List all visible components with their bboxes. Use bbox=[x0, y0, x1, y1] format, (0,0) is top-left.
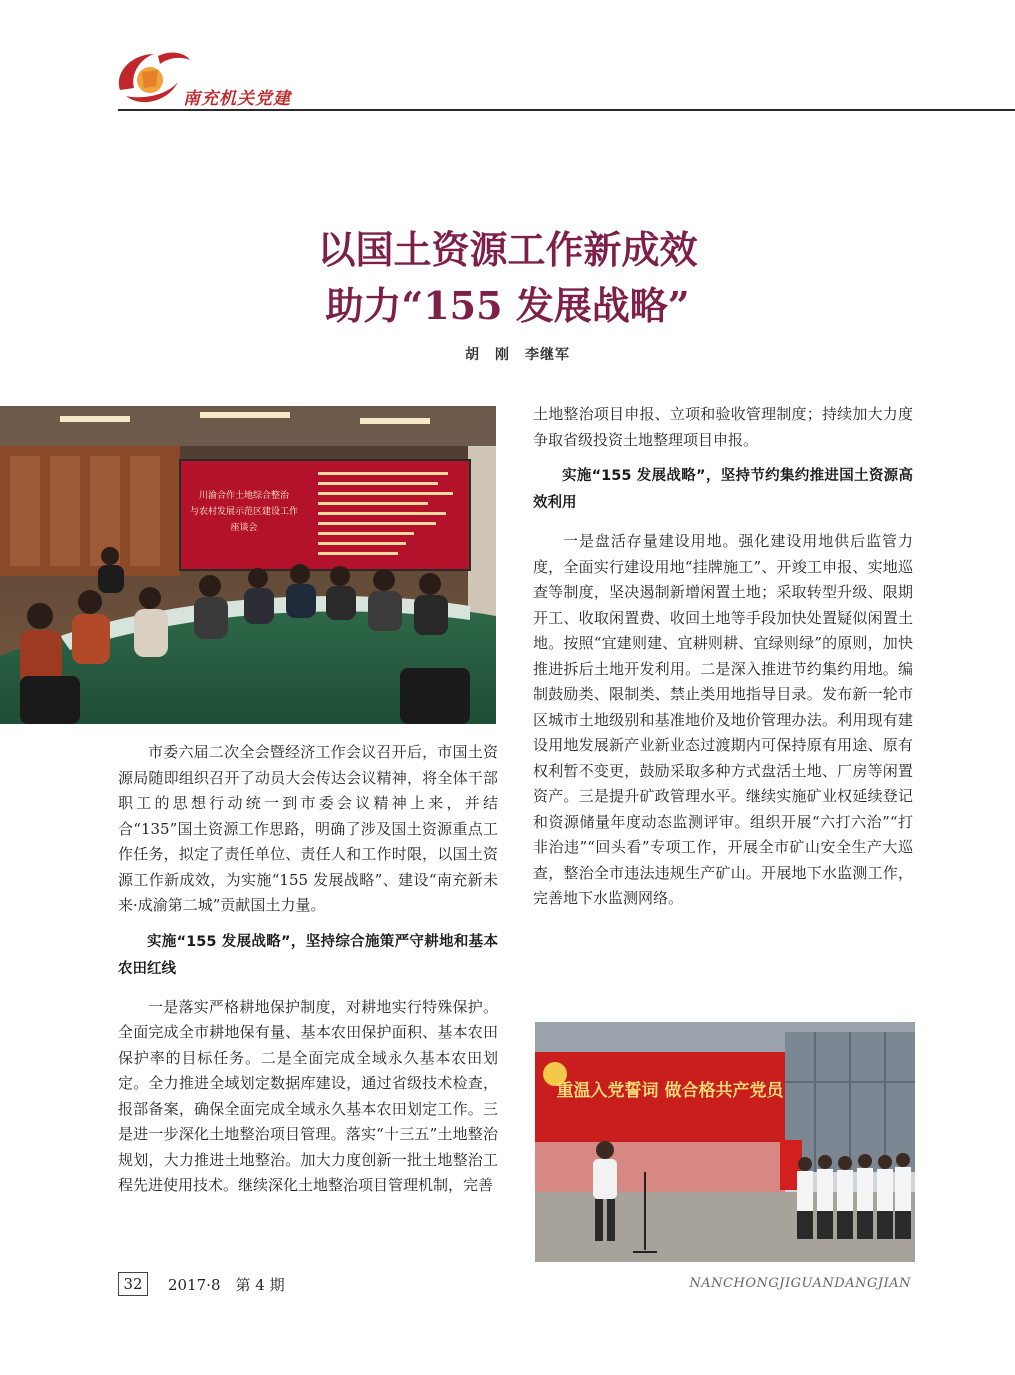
issue-label: 2017·8 第 4 期 bbox=[168, 1276, 285, 1294]
section-heading-farmland: 实施“155 发展战略”，坚持综合施策严守耕地和基本农田红线 bbox=[118, 933, 498, 977]
article-title-line1: 以国土资源工作新成效 bbox=[317, 227, 698, 272]
right-column bbox=[533, 402, 913, 912]
intro-paragraph: 市委六届二次全会暨经济工作会议召开后，市国土资源局随即组织召开了动员大会传达会议精神，将全体干部职工的思想行动统一到市委会议精神上来，并结合“135”国土资源工作思路，明确了涉及国土资源重点工作任务，拟定了责任单位、责任人和工作时限，以国土资源工作新成效，为实施“155 发展战略”、建设“南充新未来·成渝第二城”贡献国土力量。 bbox=[118, 743, 498, 914]
meeting-photo bbox=[0, 406, 496, 724]
continued-paragraph: 土地整治项目申报、立项和验收管理制度；持续加大力度争取省级投资土地整理项目申报。 bbox=[533, 405, 913, 449]
left-column bbox=[118, 740, 498, 1199]
publication-logo bbox=[112, 42, 192, 112]
page-number: 32 bbox=[118, 1272, 148, 1296]
article-title bbox=[0, 222, 1015, 334]
article-title-line2: 助力“155 发展战略” bbox=[325, 283, 690, 328]
screen-title-line3: 座谈会 bbox=[230, 523, 258, 533]
screen-title-line2: 与农村发展示范区建设工作 bbox=[189, 507, 299, 517]
ceremony-banner: 重温入党誓词 做合格共产党员 bbox=[556, 1081, 784, 1101]
journal-pinyin: NANCHONGJIGUANDANGJIAN bbox=[689, 1276, 911, 1291]
farmland-paragraph: 一是落实严格耕地保护制度，对耕地实行特殊保护。全面完成全市耕地保有量、基本农田保护面积、基本农田保护率的目标任务。二是全面完成全域永久基本农田划定。全力推进全域划定数据库建设，通过省级技术检查，报部备案，确保全面完成全域永久基本农田划定工作。三是进一步深化土地整治项目管理。落实“十三五”土地整治规划，大力推进土地整治。加大力度创新一批土地整治工程先进使用技术。继续深化土地整治项目管理机制，完善 bbox=[118, 997, 498, 1194]
section-heading-land-use: 实施“155 发展战略”，坚持节约集约推进国土资源高效利用 bbox=[533, 468, 913, 511]
screen-title-line1: 川渝合作土地综合整治 bbox=[198, 491, 290, 501]
article-authors: 胡 刚 李继军 bbox=[465, 347, 570, 363]
oath-ceremony-photo bbox=[535, 1022, 915, 1262]
header-rule bbox=[118, 109, 1015, 111]
publication-name: 南充机关党建 bbox=[183, 89, 291, 109]
land-use-paragraph: 一是盘活存量建设用地。强化建设用地供后监管力度，全面实行建设用地“挂牌施工”、开竣工申报、实地巡查等制度，坚决遏制新增闲置土地；采取转型升级、限期开工、收取闲置费、收回土地等手段加快处置疑似闲置土地。按照“宜建则建、宜耕则耕、宜绿则绿”的原则，加快推进拆后土地开发利用。二是深入推进节约集约用地。编制鼓励类、限制类、禁止类用地指导目录。发布新一轮市区城市土地级别和基准地价及地价管理办法。利用现有建设用地发展新产业新业态过渡期内可保持原有用途、原有权利暂不变更，鼓励采取多种方式盘活土地、厂房等闲置资产。三是提升矿政管理水平。继续实施矿业权延续登记和资源储量年度动态监测评审。组织开展“六打六治”“打非治违”“回头看”专项工作，开展全市矿山安全生产大巡查，整治全市违法违规生产矿山。开展地下水监测工作，完善地下水监测网络。 bbox=[533, 532, 913, 907]
